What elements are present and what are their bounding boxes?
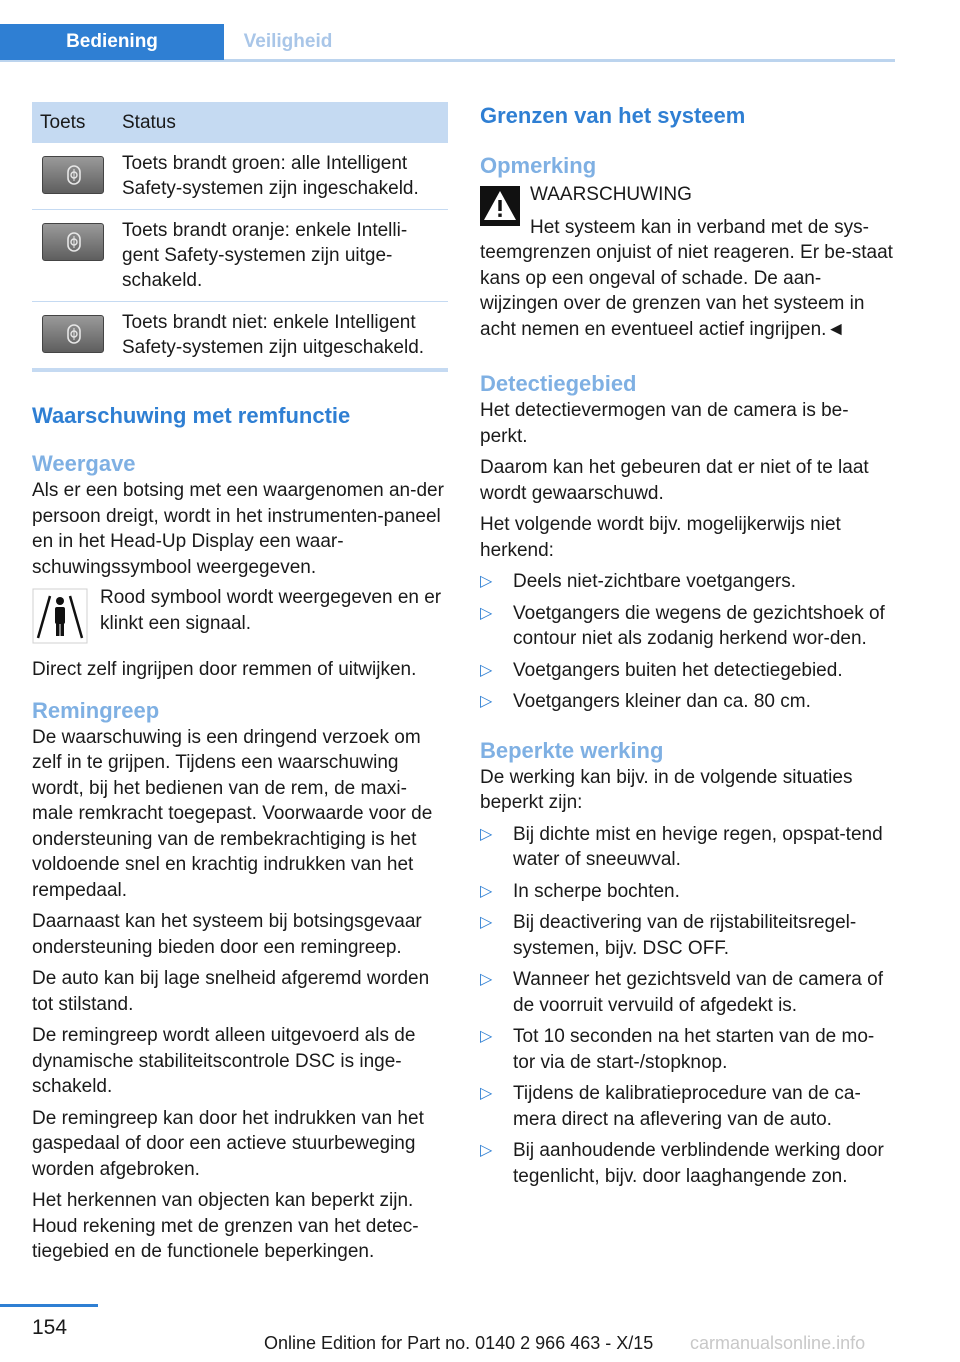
warning-triangle-icon [480,186,520,231]
status-text: Toets brandt groen: alle Intelligent Safety-systemen zijn ingeschakeld. [114,143,448,210]
intelligent-safety-key-icon [42,156,104,194]
heading-note: Opmerking [480,153,597,178]
warning-title: WAARSCHUWING [530,184,692,205]
column-header-status: Status [114,102,448,143]
table-row [32,143,448,210]
paragraph-limited: De werking kan bijv. in de volgende situaties beperkt zijn: [480,766,853,813]
pedestrian-warning-note [32,588,448,649]
paragraph-brake-3: De auto kan bij lage snelheid afgeremd worden tot stilstand. [32,968,430,1015]
list-item: ▷ Tot 10 seconden na het starten van de mo-tor via de start-/stopknop. [480,1024,896,1075]
list-item: ▷ Bij aanhoudende verblindende werking door tegenlicht, bijv. door laaghangende zon. [480,1138,896,1189]
list-item: ▷ In scherpe bochten. [480,879,896,905]
heading-detection-area: Detectiegebied [480,371,637,396]
list-limited-situations [480,822,896,1190]
list-item: ▷ Bij dichte mist en hevige regen, opspat-tend water of sneeuwval. [480,822,896,873]
page-number: 154 [32,1316,68,1339]
paragraph-red-symbol: Rood symbool wordt weergegeven en er klinkt een signaal. [100,587,442,634]
list-item: ▷ Wanneer het gezichtsveld van de camera of de voorruit vervuild of afgedekt is. [480,967,896,1018]
footer-accent-line [0,1304,98,1307]
warning-box [480,186,896,240]
intelligent-safety-key-icon [42,223,104,261]
heading-display: Weergave [32,451,136,476]
warning-text: teemgrenzen onjuist of niet reageren. Er be-staat kans op een ongeval of schade. De aan-wijzingen over de grenzen van het systeem in acht nemen en eventueel actief ingrijpen.◄ [480,242,893,340]
status-text: Toets brandt oranje: enkele Intelli-gent Safety-systemen zijn uitge-schakeld. [114,210,448,302]
list-item: ▷ Deels niet-zichtbare voetgangers. [480,569,896,595]
table-header-row [32,102,448,143]
tab-bediening[interactable]: Bediening [0,24,224,60]
list-item: ▷ Voetgangers buiten het detectiegebied. [480,658,896,684]
column-header-key: Toets [32,102,114,143]
paragraph-direct-intervene: Direct zelf ingrijpen door remmen of uitwijken. [32,659,417,680]
paragraph-brake-1: De waarschuwing is een dringend verzoek om zelf in te grijpen. Tijdens een waarschuwing wordt, bij het bedienen van de rem, de maxi-male remkracht toegepast. Voorwaarde voor de ondersteuning van de rembekrachtiging is het voldoende snel en krachtig indrukken van het rempedaal. [32,726,433,901]
key-status-table [32,102,448,372]
pedestrian-warning-icon [32,588,88,649]
right-column [480,102,896,1189]
list-item: ▷ Voetgangers kleiner dan ca. 80 cm. [480,689,896,715]
list-item: ▷ Bij deactivering van de rijstabiliteitsregel-systemen, bijv. DSC OFF. [480,910,896,961]
intelligent-safety-key-icon [42,315,104,353]
paragraph-brake-5: De remingreep kan door het indrukken van het gaspedaal of door een actieve stuurbeweging worden afgebroken. [32,1107,424,1180]
paragraph-brake-2: Daarnaast kan het systeem bij botsingsgevaar ondersteuning bieden door een remingreep. [32,911,422,958]
edition-text: Online Edition for Part no. 0140 2 966 463 - X/15 [264,1333,654,1353]
tab-veiligheid[interactable]: Veiligheid [243,31,333,52]
paragraph-brake-4: De remingreep wordt alleen uitgevoerd als de dynamische stabiliteitscontrole DSC is inge-schakeld. [32,1025,416,1097]
table-row [32,210,448,302]
paragraph-detect-3: Het volgende wordt bijv. mogelijkerwijs niet herkend: [480,514,841,561]
section-tab-bar [0,24,895,62]
heading-brake-intervention: Remingreep [32,697,160,723]
paragraph-display: Als er een botsing met een waargenomen an-der persoon dreigt, wordt in het instrumenten-paneel en in het Head-Up Display een waar-schuwingssymbool weergegeven. [32,480,444,578]
watermark-text: carmanualsonline.info [690,1333,866,1353]
left-column [32,102,448,1265]
paragraph-brake-6: Het herkennen van objecten kan beperkt zijn. Houd rekening met de grenzen van het detec-tiegebied en de functionele beperkingen. [32,1190,419,1262]
list-not-detected [480,569,896,715]
warning-first-line: Het systeem kan in verband met de sys- [530,216,869,238]
paragraph-detect-1: Het detectievermogen van de camera is be-perkt. [480,400,849,447]
heading-limited-operation: Beperkte werking [480,737,664,763]
paragraph-detect-2: Daarom kan het gebeuren dat er niet of te laat wordt gewaarschuwd. [480,457,869,504]
status-text: Toets brandt niet: enkele Intelligent Safety-systemen zijn uitgeschakeld. [114,302,448,371]
table-row [32,302,448,371]
heading-warning-brake: Waarschuwing met remfunctie [32,403,351,428]
heading-system-limits: Grenzen van het systeem [480,103,746,128]
list-item: ▷ Tijdens de kalibratieprocedure van de ca-mera direct na aflevering van de auto. [480,1081,896,1132]
list-item: ▷ Voetgangers die wegens de gezichtshoek of contour niet als zodanig herkend wor-den. [480,601,896,652]
